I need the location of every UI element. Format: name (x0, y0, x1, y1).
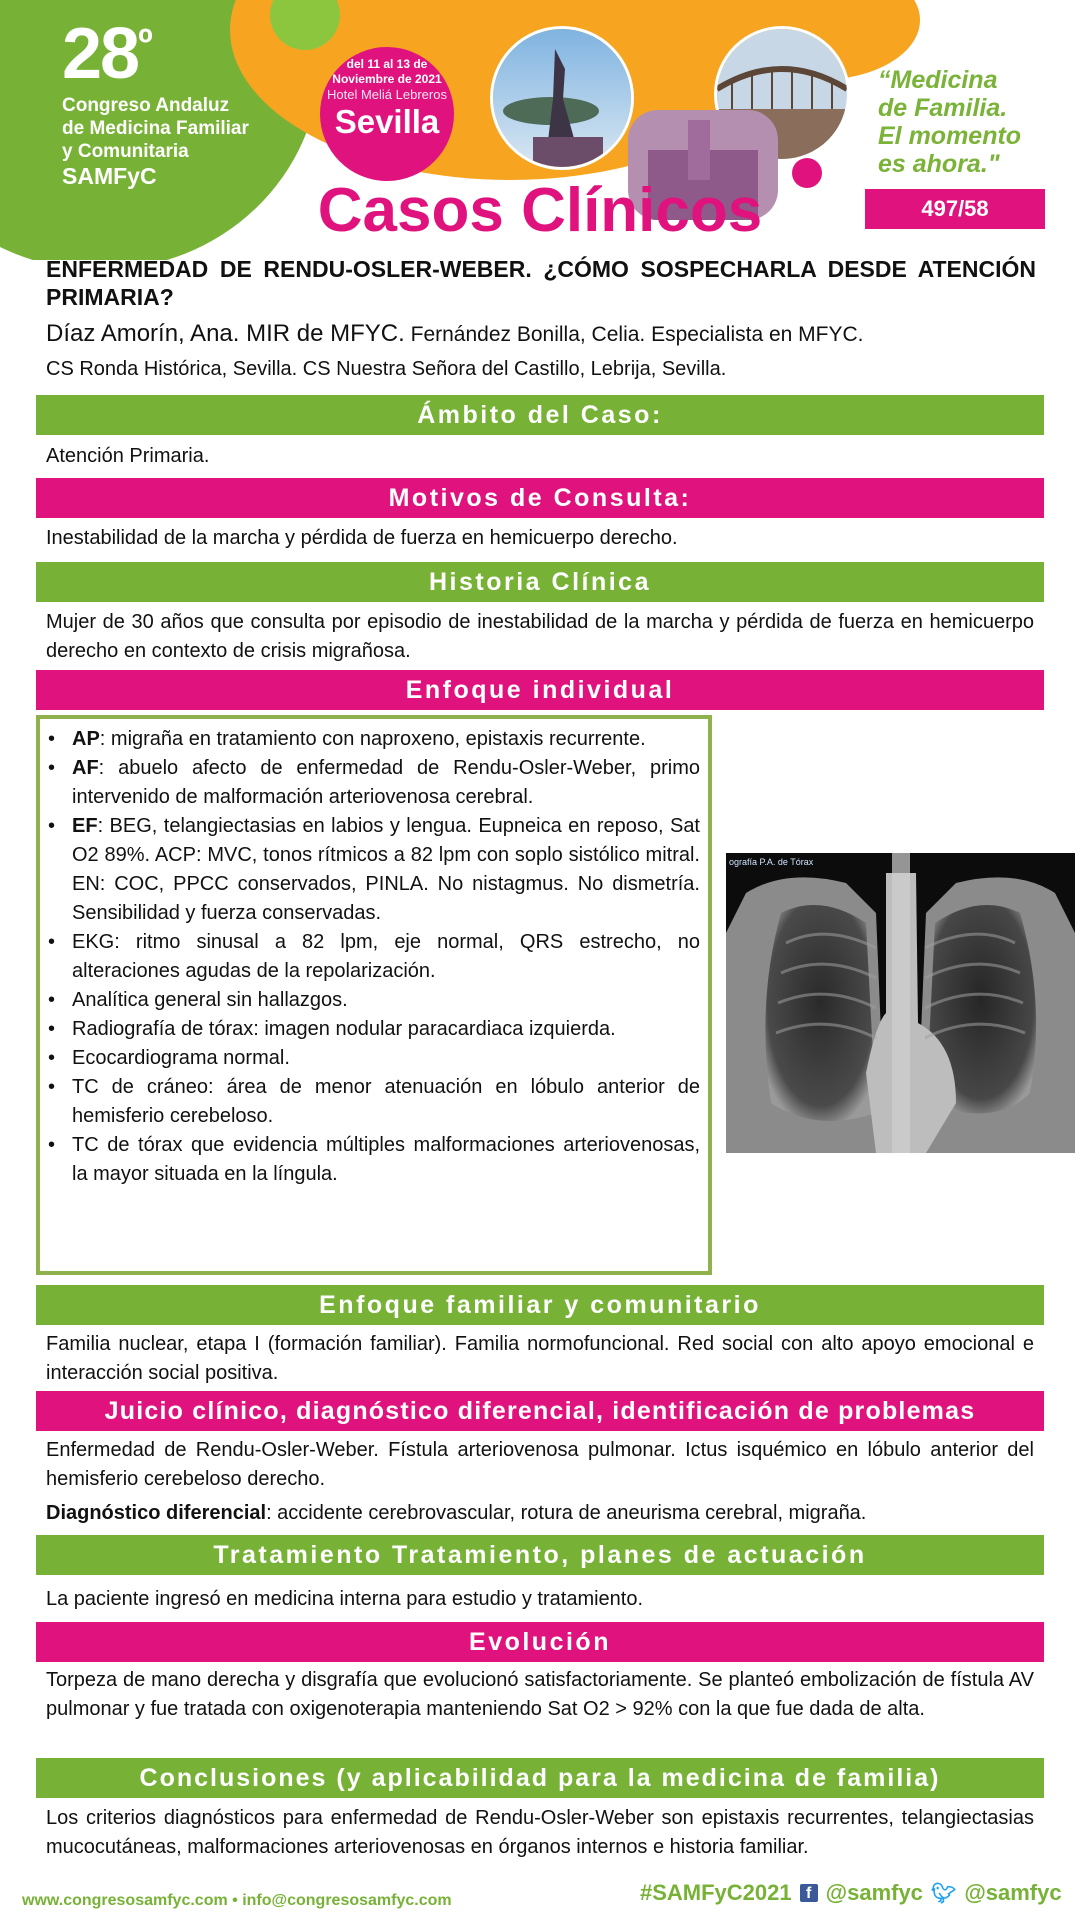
conclusiones-text: Los criterios diagnósticos para enfermedad de Rendu-Osler-Weber son epistaxis recurrentes, telangiectasias mucocutáneas, malformaciones arteriovenosas en órganos internos e historia familiar. (46, 1807, 1034, 1858)
enfoque-item: • AF: abuelo afecto de enfermedad de Rendu-Osler-Weber, primo intervenido de malformación arteriovenosa cerebral. (72, 754, 700, 812)
enfoque-item: • AP: migraña en tratamiento con naproxeno, epistaxis recurrente. (72, 725, 700, 754)
tratamiento-text: La paciente ingresó en medicina interna para estudio y tratamiento. (46, 1588, 644, 1610)
chest-xray-image (726, 853, 1075, 1153)
enfoque-item: • EF: BEG, telangiectasias en labios y lengua. Eupneica en reposo, Sat O2 89%. ACP: MVC, tonos rítmicos a 82 lpm con soplo sistólico mitral. EN: COC, PPCC conservados, PINLA. No nistagmus. No dismetría. Sensibilidad y fuerza conservadas. (72, 812, 700, 928)
section-header-historia: Historia Clínica (36, 562, 1044, 602)
orange-dot (835, 10, 891, 66)
enfoque-individual-box (36, 715, 712, 1275)
congress-name: Congreso Andaluz de Medicina Familiar y Comunitaria (62, 95, 249, 162)
historia-text: Mujer de 30 años que consulta por episodio de inestabilidad de la marcha y pérdida de fuerza en hemicuerpo derecho en contexto de crisis migrañosa. (46, 611, 1034, 662)
section-header-tratamiento: Tratamiento Tratamiento, planes de actuación (36, 1535, 1044, 1575)
affiliation: CS Ronda Histórica, Sevilla. CS Nuestra Señora del Castillo, Lebrija, Sevilla. (46, 358, 727, 380)
facebook-icon: f (800, 1884, 818, 1902)
evolucion-text: Torpeza de mano derecha y disgrafía que evolucionó satisfactoriamente. Se planteó embolización de fístula AV pulmonar y fue tratada con oxigenoterapia manteniendo Sat O2 > 92% con la que fue dada de alta. (46, 1669, 1034, 1720)
familiar-text: Familia nuclear, etapa I (formación familiar). Familia normofuncional. Red social con alto apoyo emocional e interacción social positiva. (46, 1333, 1034, 1384)
section-header-motivos: Motivos de Consulta: (36, 478, 1044, 518)
hashtag: #SAMFyC2021 (640, 1880, 792, 1905)
enfoque-item: • EKG: ritmo sinusal a 82 lpm, eje normal, QRS estrecho, no alteraciones agudas de la repolarización. (72, 928, 700, 986)
congress-title (62, 14, 249, 190)
diagnostico-diferencial: Diagnóstico diferencial: accidente cerebrovascular, rotura de aneurisma cerebral, migraña. (46, 1502, 867, 1524)
authors: Díaz Amorín, Ana. MIR de MFYC. Fernández Bonilla, Celia. Especialista en MFYC. (46, 320, 864, 347)
date-badge: del 11 al 13 de Noviembre de 2021 Hotel Meliá Lebreros Sevilla (320, 47, 454, 181)
motivos-text: Inestabilidad de la marcha y pérdida de fuerza en hemicuerpo derecho. (46, 527, 678, 549)
edition-number: $28^º$ (62, 14, 151, 94)
enfoque-item: • TC de tórax que evidencia múltiples malformaciones arteriovenosas, la mayor situada en la língula. (72, 1131, 700, 1189)
juicio-text: Enfermedad de Rendu-Osler-Weber. Fístula arteriovenosa pulmonar. Ictus isquémico en lóbulo anterior del hemisferio cerebeloso derecho. (46, 1439, 1034, 1490)
ambito-text: Atención Primaria. (46, 445, 210, 467)
section-header-conclusiones: Conclusiones (y aplicabilidad para la medicina de familia) (36, 1758, 1044, 1798)
twitter-handle[interactable]: @samfyc (964, 1880, 1062, 1905)
facebook-handle[interactable]: @samfyc (825, 1880, 923, 1905)
motto: “Medicina de Familia. El momento es ahora." (878, 66, 1022, 178)
enfoque-item: • Radiografía de tórax: imagen nodular paracardiaca izquierda. (72, 1015, 700, 1044)
case-title: ENFERMEDAD DE RENDU-OSLER-WEBER. ¿CÓMO SOSPECHARLA DESDE ATENCIÓN PRIMARIA? (46, 256, 1036, 310)
enfoque-item: • Ecocardiograma normal. (72, 1044, 700, 1073)
poster-header (0, 0, 1080, 260)
org-name: SAMFyC (62, 163, 157, 189)
banner-title: Casos Clínicos (317, 176, 763, 245)
footer-social (640, 1880, 1062, 1906)
section-header-enfoque-individual: Enfoque individual (36, 670, 1044, 710)
enfoque-list (46, 725, 700, 1189)
section-header-enfoque-familiar: Enfoque familiar y comunitario (36, 1285, 1044, 1325)
xray-caption: ografía P.A. de Tórax (729, 857, 814, 867)
footer-web[interactable]: www.congresosamfyc.com • info@congresosamfyc.com (22, 1892, 452, 1909)
poster-code: 497/58 (865, 189, 1045, 229)
enfoque-item: • Analítica general sin hallazgos. (72, 986, 700, 1015)
monument-photo (490, 26, 634, 170)
section-header-juicio: Juicio clínico, diagnóstico diferencial, identificación de problemas (36, 1391, 1044, 1431)
section-header-evolucion: Evolución (36, 1622, 1044, 1662)
enfoque-item: • TC de cráneo: área de menor atenuación en lóbulo anterior de hemisferio cerebeloso. (72, 1073, 700, 1131)
section-header-ambito: Ámbito del Caso: (36, 395, 1044, 435)
twitter-icon: 🐦︎ (930, 1882, 957, 1905)
